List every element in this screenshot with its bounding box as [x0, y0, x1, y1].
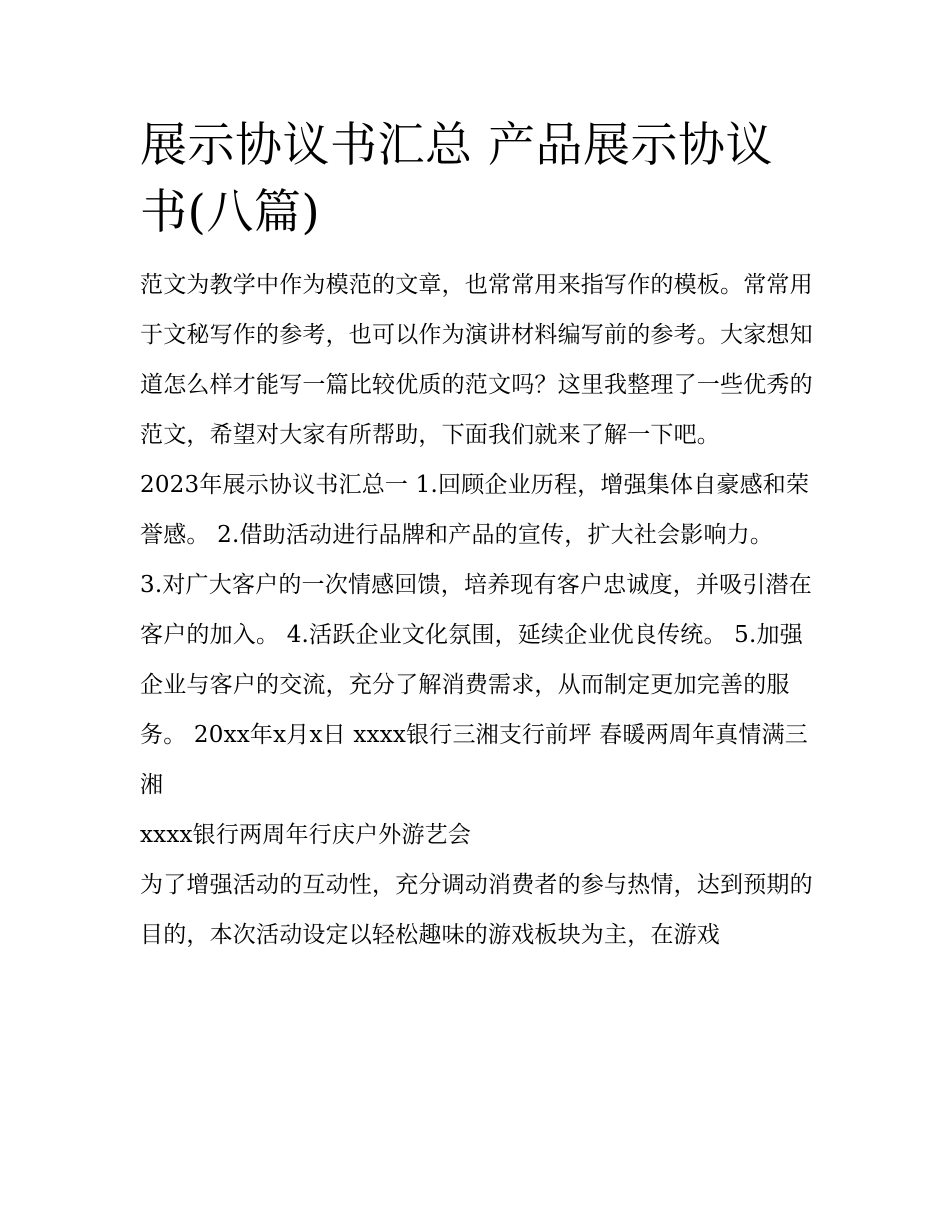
activity-paragraph: 为了增强活动的互动性，充分调动消费者的参与热情，达到预期的目的，本次活动设定以轻松趣味的游戏板块为主，在游戏 [140, 872, 813, 948]
paragraph-purpose-1: 2023年展示协议书汇总一 1.回顾企业历程，增强集体自豪感和荣誉感。 2.借助活动进行品牌和产品的宣传，扩大社会影响力。 [140, 472, 810, 548]
paragraph-purpose-2: 3.对广大客户的一次情感回馈，培养现有客户忠诚度，并吸引潜在客户的加入。 4.活跃企业文化氛围，延续企业优良传统。 5.加强企业与客户的交流，充分了解消费需求，从而制定更加完善的服务。 20xx年x月x日 xxxx银行三湘支行前坪 春暖两周年真情满三湘 [140, 572, 812, 798]
intro-paragraph: 范文为教学中作为模范的文章，也常常用来指写作的模板。常常用于文秘写作的参考，也可以作为演讲材料编写前的参考。大家想知道怎么样才能写一篇比较优质的范文吗？这里我整理了一些优秀的范文，希望对大家有所帮助，下面我们就来了解一下吧。 [140, 272, 813, 448]
document-title: 展示协议书汇总 产品展示协议书(八篇) [140, 118, 773, 240]
document-page [140, 112, 815, 960]
event-name-paragraph: xxxx银行两周年行庆户外游艺会 [140, 822, 472, 848]
